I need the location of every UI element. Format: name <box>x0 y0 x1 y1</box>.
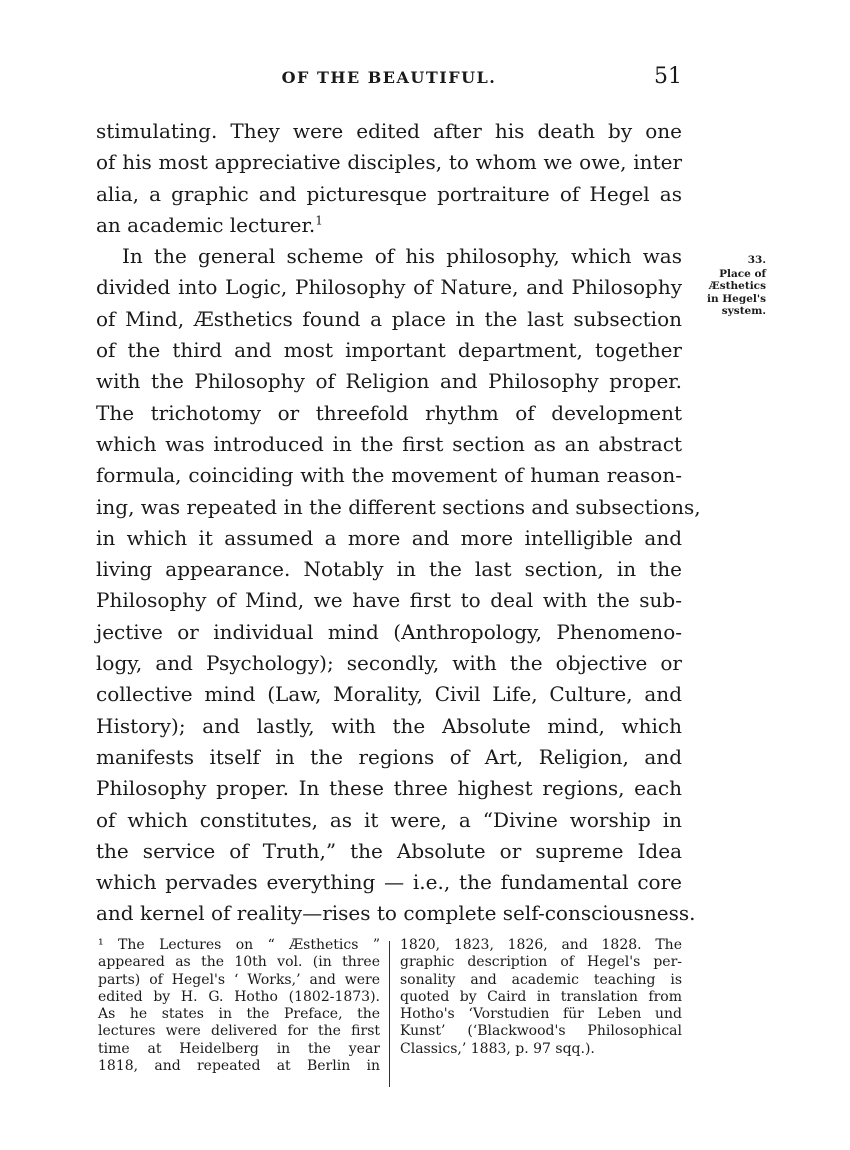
text-line: the service of Truth,” the Absolute or supreme Idea <box>96 838 682 863</box>
text-line: with the Philosophy of Religion and Philosophy proper. <box>96 369 682 394</box>
footnote-line: edited by H. G. Hotho (1802-1873). <box>98 988 380 1005</box>
footnote-line: parts) of Hegel's ‘ Works,’ and were <box>98 971 380 988</box>
footnote-line: ¹ The Lectures on “ Æsthetics ” <box>98 937 380 953</box>
footnote-line: As he states in the Preface, the <box>98 1006 380 1023</box>
marginal-note-line: in Hegel's <box>706 292 766 305</box>
marginal-note-line: Æsthetics <box>708 280 766 292</box>
text-line <box>96 210 682 241</box>
footnote-line: sonality and academic teaching is <box>400 971 682 988</box>
footnote-line: appeared as the 10th vol. (in three <box>98 954 380 971</box>
footnote-marker: 1 <box>315 213 323 228</box>
footnote-line: Kunst’ (‘Blackwood's Philosophical <box>400 1023 682 1040</box>
text-line: The trichotomy or threefold rhythm of development <box>96 400 682 425</box>
section-number: 33. <box>747 254 766 266</box>
text-line-content: an academic lecturer. <box>96 212 316 237</box>
text-line: jective or individual mind (Anthropology, Phenomeno- <box>96 619 682 644</box>
text-line: formula, coinciding with the movement of human reason- <box>96 463 682 488</box>
text-line: and kernel of reality—rises to complete self-consciousness. <box>96 901 696 926</box>
footnote-line: 1818, and repeated at Berlin in <box>98 1058 380 1075</box>
footnote-column-right <box>400 937 682 1058</box>
footnote-line: graphic description of Hegel's per- <box>400 954 682 971</box>
marginal-note-line: Place of <box>719 267 766 280</box>
page-number: 51 <box>654 64 682 89</box>
footnote-line: time at Heidelberg in the year <box>98 1040 380 1057</box>
footnote-line: quoted by Caird in translation from <box>400 988 682 1005</box>
footnote-line: 1820, 1823, 1826, and 1828. The <box>400 937 682 953</box>
running-title: OF THE BEAUTIFUL. <box>281 68 497 87</box>
text-line: Philosophy of Mind, we have first to deal with the sub- <box>96 588 682 613</box>
text-line: alia, a graphic and picturesque portraiture of Hegel as <box>96 181 682 206</box>
text-line: living appearance. Notably in the last section, in the <box>96 557 682 582</box>
marginal-note-line: system. <box>721 305 766 317</box>
running-head <box>96 64 682 94</box>
text-line: Philosophy proper. In these three highest regions, each <box>96 776 682 801</box>
text-line: which was introduced in the first section as an abstract <box>96 431 682 456</box>
footnote-line: Classics,’ 1883, p. 97 sqq.). <box>400 1040 595 1057</box>
text-line: logy, and Psychology); secondly, with the objective or <box>96 651 682 676</box>
text-line: which pervades everything — i.e., the fundamental core <box>96 870 682 895</box>
footnote-line: Hotho's ‘Vorstudien für Leben und <box>400 1006 682 1023</box>
text-line: of which constitutes, as it were, a “Divine worship in <box>96 807 682 832</box>
text-line: divided into Logic, Philosophy of Nature, and Philosophy <box>96 275 682 300</box>
text-line: of the third and most important department, together <box>96 338 682 363</box>
text-line: collective mind (Law, Morality, Civil Life, Culture, and <box>96 682 682 707</box>
text-line: manifests itself in the regions of Art, Religion, and <box>96 744 682 769</box>
marginal-note <box>682 254 766 318</box>
footnotes <box>98 937 684 1097</box>
footnote-column-left <box>98 937 380 1075</box>
text-line: ing, was repeated in the different sections and subsections, <box>96 494 701 519</box>
text-line: of Mind, Æsthetics found a place in the last subsection <box>96 306 682 331</box>
text-line: History); and lastly, with the Absolute mind, which <box>96 713 682 738</box>
body-text <box>96 116 701 930</box>
text-line: stimulating. They were edited after his death by one <box>96 119 682 143</box>
text-line: of his most appreciative disciples, to whom we owe, inter <box>96 150 682 175</box>
footnote-line: lectures were delivered for the first <box>98 1023 380 1040</box>
text-line: In the general scheme of his philosophy, which was <box>122 244 682 269</box>
text-line: in which it assumed a more and more intelligible and <box>96 525 682 550</box>
column-divider <box>389 941 390 1087</box>
